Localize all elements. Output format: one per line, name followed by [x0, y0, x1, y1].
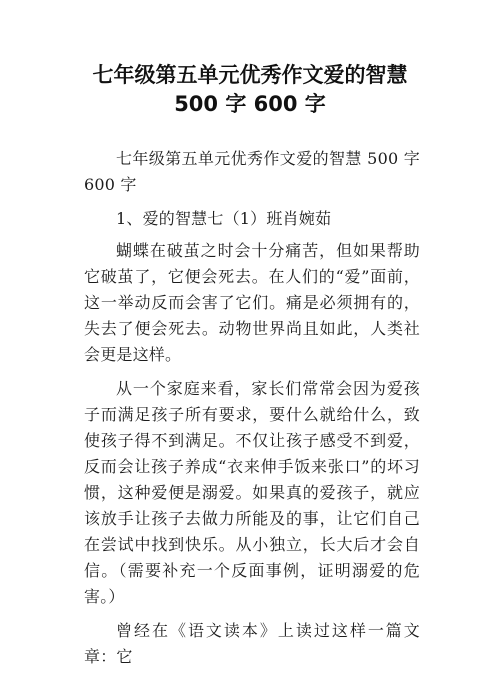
document-title: 七年级第五单元优秀作文爱的智慧 — [92, 63, 408, 87]
body-paragraph: 蝴蝶在破茧之时会十分痛苦，但如果帮助它破茧了，它便会死去。在人们的“爱”面前，这一举动反而会害了它们。痛是必须拥有的，失去了便会死去。动物世界尚且如此，人类社会更是这样。 — [84, 241, 420, 364]
body-paragraph: 从一个家庭来看，家长们常常会因为爱孩子而满足孩子所有要求，要什么就给什么，致使孩子得不到满足。不仅让孩子感受不到爱，反而会让孩子养成“衣来伸手饭来张口”的坏习惯，这种爱便是溺爱。如果真的爱孩子，就应该放手让孩子去做力所能及的事，让它们自己在尝试中找到快乐。从小独立，长大后才会自信。（需要补充一个反面事例，证明溺爱的危害。） — [84, 379, 420, 606]
essay-heading: 1、爱的智慧七（1）班肖婉茹 — [116, 209, 332, 228]
intro-paragraph: 七年级第五单元优秀作文爱的智慧 500 字 600 字 — [84, 149, 420, 194]
document-subtitle: 500 字 600 字 — [174, 92, 326, 116]
document-body — [84, 146, 420, 678]
body-paragraph: 曾经在《语文读本》上读过这样一篇文章：它 — [84, 621, 420, 666]
